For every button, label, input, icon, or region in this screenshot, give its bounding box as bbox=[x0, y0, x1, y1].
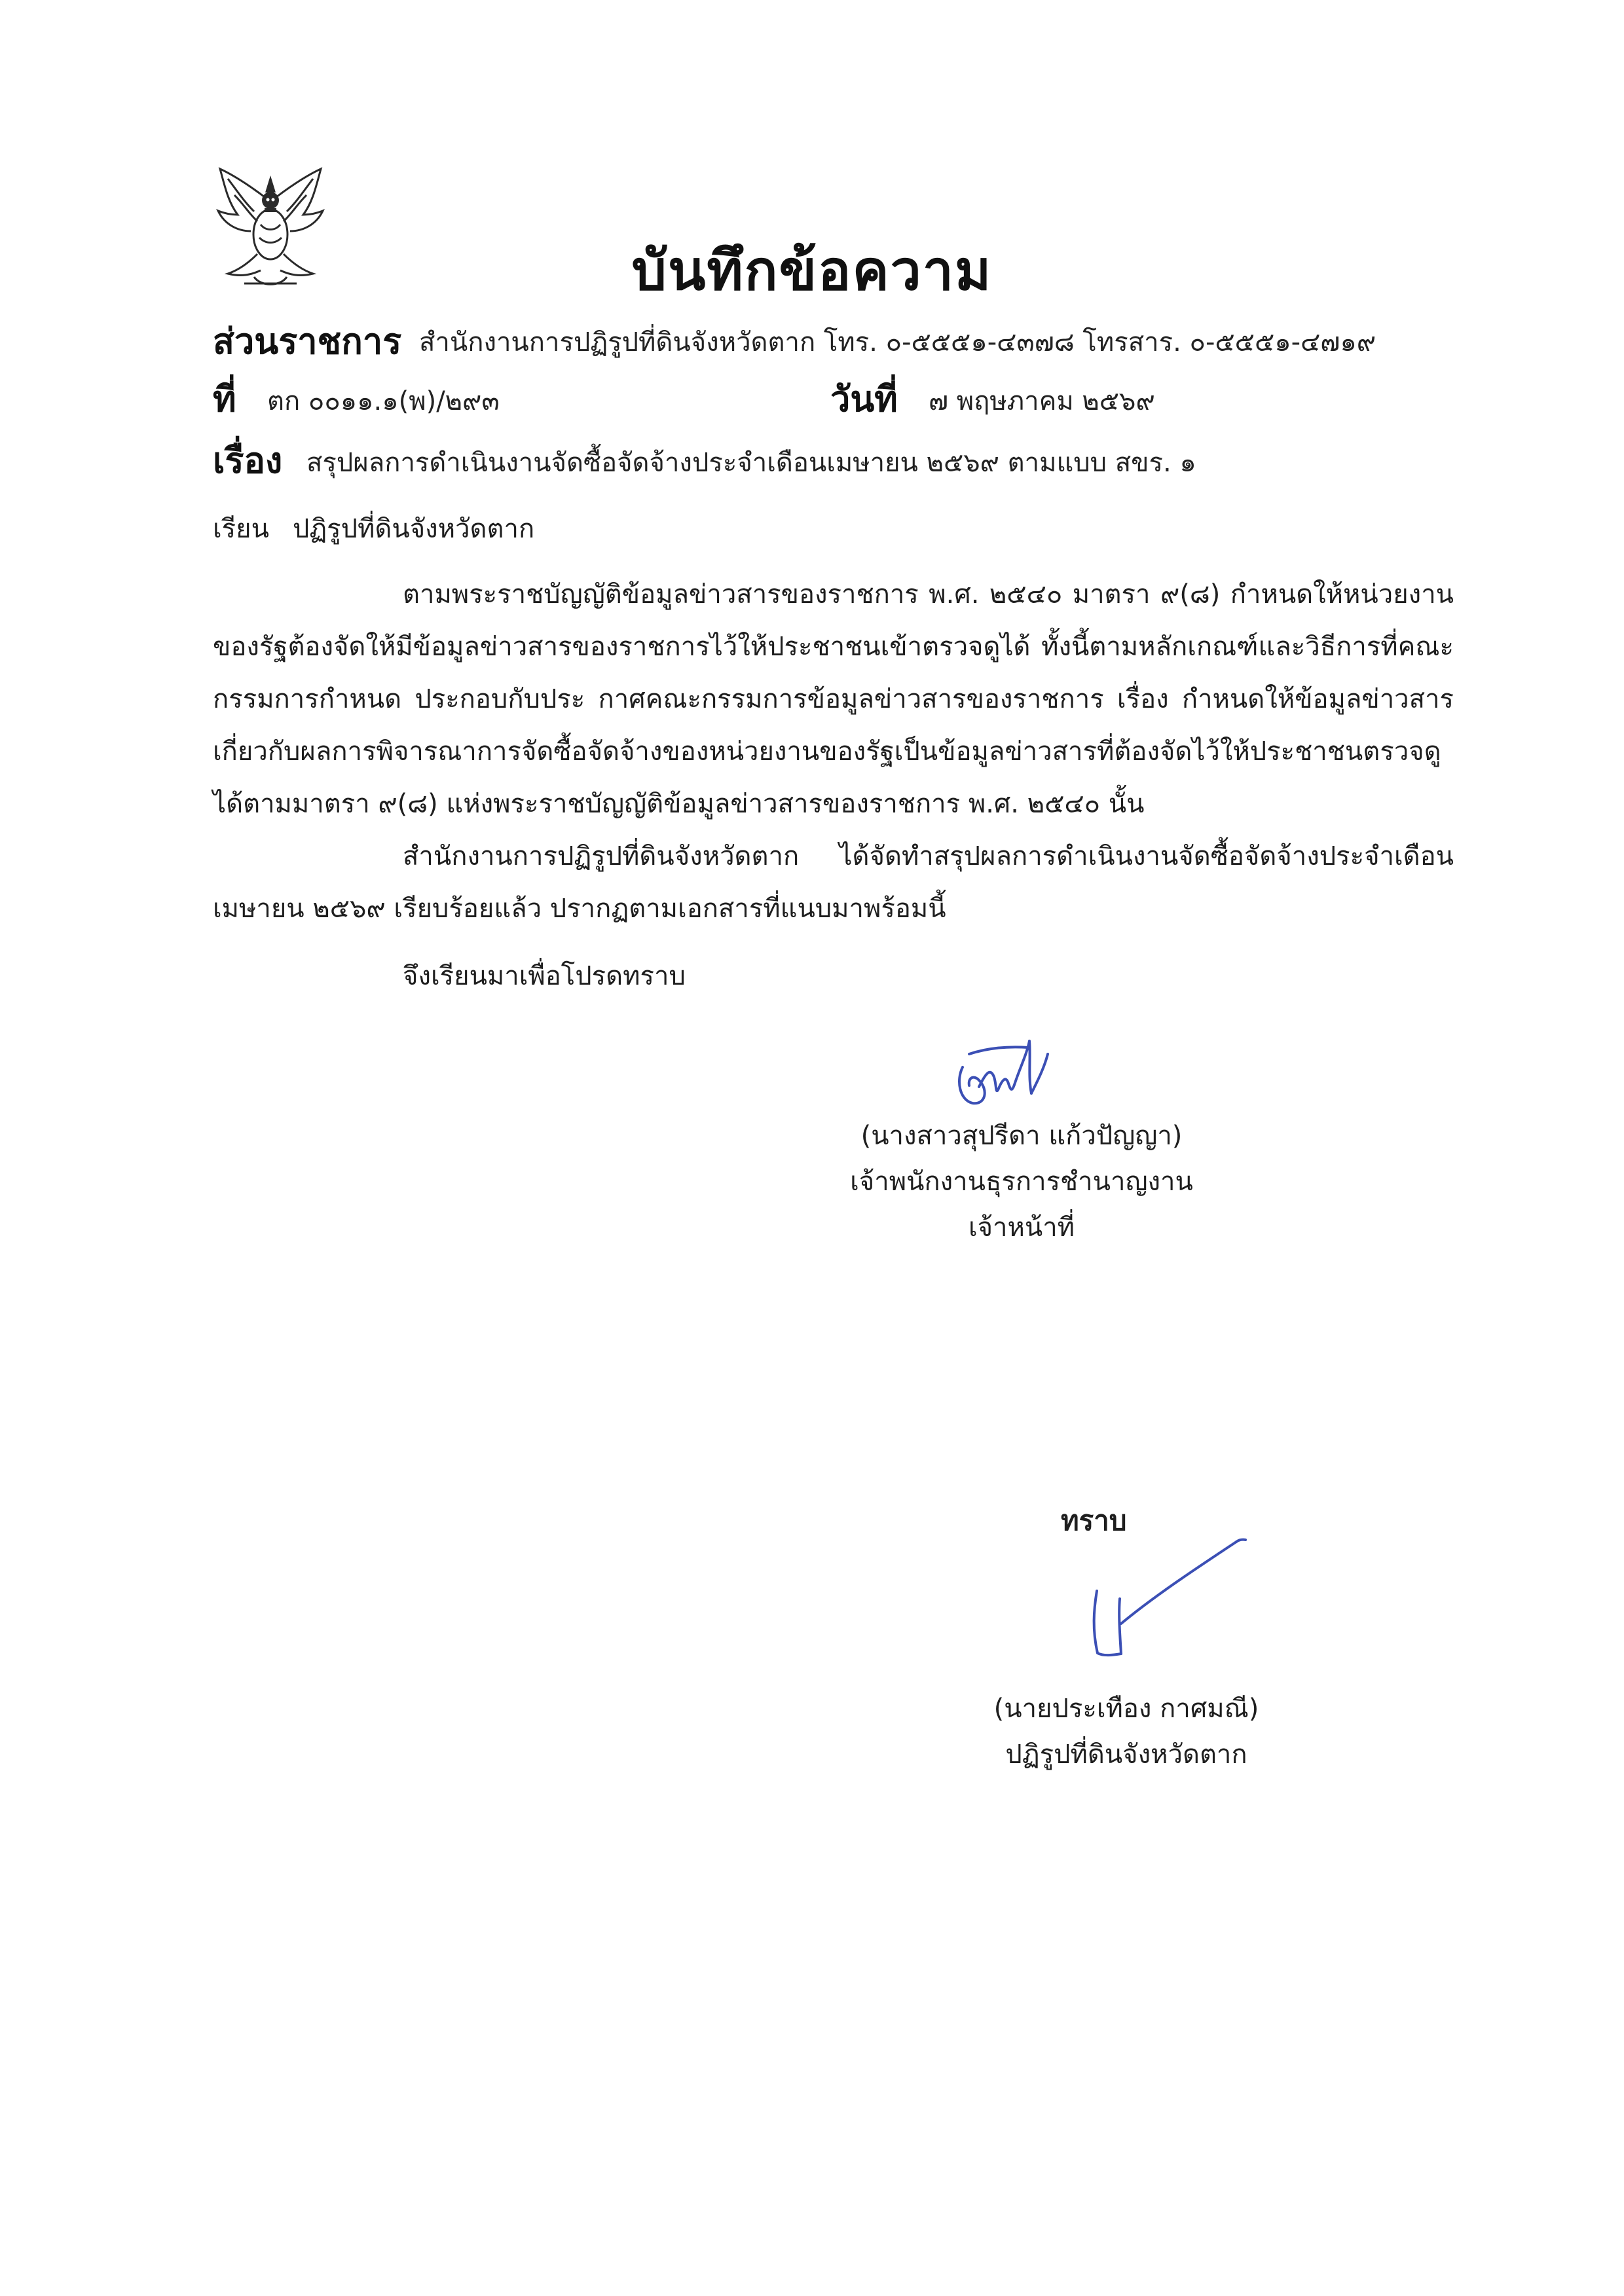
addressee-line bbox=[213, 507, 534, 549]
closing-line: จึงเรียนมาเพื่อโปรดทราบ bbox=[403, 961, 686, 991]
reference-label: ที่ bbox=[213, 378, 236, 420]
subject-value: สรุปผลการดำเนินงานจัดซื้อจัดจ้างประจำเดือนเมษายน ๒๕๖๙ ตามแบบ สขร. ๑ bbox=[306, 448, 1196, 478]
officer-role: เจ้าหน้าที่ bbox=[968, 1212, 1075, 1243]
addressee-label: เรียน bbox=[213, 514, 269, 544]
department-value: สำนักงานการปฏิรูปที่ดินจังหวัดตาก โทร. ๐-๕๕๕๑-๔๓๗๘ โทรสาร. ๐-๕๕๕๑-๔๗๑๙ bbox=[419, 327, 1376, 357]
addressee-value: ปฏิรูปที่ดินจังหวัดตาก bbox=[292, 514, 535, 544]
body-paragraph-1: ตามพระราชบัญญัติข้อมูลข่าวสารของราชการ พ.ศ. ๒๕๔๐ มาตรา ๙(๘) กำหนดให้หน่วยงานของรัฐต้องจัดให้มีข้อมูลข่าวสารของราชการไว้ให้ประชาชนเข้าตรวจดูได้ ทั้งนี้ตามหลักเกณฑ์และวิธีการที่คณะกรรมการกำหนด ประกอบกับประ กาศคณะกรรมการข้อมูลข่าวสารของราชการ เรื่อง กำหนดให้ข้อมูลข่าวสารเกี่ยวกับผลการพิจารณาการจัดซื้อจัดจ้างของหน่วยงานของรัฐเป็นข้อมูลข่าวสารที่ต้องจัดไว้ให้ประชาชนตรวจดูได้ตามมาตรา ๙(๘) แห่งพระราชบัญญัติข้อมูลข่าวสารของราชการ พ.ศ. ๒๕๔๐ นั้น bbox=[213, 579, 1454, 819]
body-paragraph-2: สำนักงานการปฏิรูปที่ดินจังหวัดตาก ได้จัดทำสรุปผลการดำเนินงานจัดซื้อจัดจ้างประจำเดือนเมษายน ๒๕๖๙ เรียบร้อยแล้ว ปรากฏตามเอกสารที่แนบมาพร้อมนี้ bbox=[213, 841, 1454, 924]
date-label: วันที่ bbox=[830, 378, 898, 420]
document-title: บันทึกข้อความ bbox=[631, 238, 993, 302]
reference-value: ตก ๐๐๑๑.๑(พ)/๒๙๓ bbox=[267, 386, 500, 416]
approver-name: (นายประเทือง กาศมณี) bbox=[993, 1694, 1259, 1724]
officer-position: เจ้าพนักงานธุรการชำนาญงาน bbox=[850, 1167, 1193, 1197]
approval-label: ทราบ bbox=[1061, 1504, 1127, 1537]
department-label: ส่วนราชการ bbox=[213, 321, 402, 362]
approver-signature-icon bbox=[1074, 1525, 1270, 1669]
approver-signature-block bbox=[891, 1686, 1362, 1777]
approver-position: ปฏิรูปที่ดินจังหวัดตาก bbox=[1005, 1740, 1247, 1770]
officer-name: (นางสาวสุปรีดา แก้วปัญญา) bbox=[860, 1121, 1183, 1151]
subject-label: เรื่อง bbox=[213, 440, 283, 481]
date-value: ๗ พฤษภาคม ๒๕๖๙ bbox=[929, 386, 1155, 416]
officer-signature-icon bbox=[950, 1028, 1061, 1126]
officer-signature-block bbox=[786, 1113, 1257, 1250]
